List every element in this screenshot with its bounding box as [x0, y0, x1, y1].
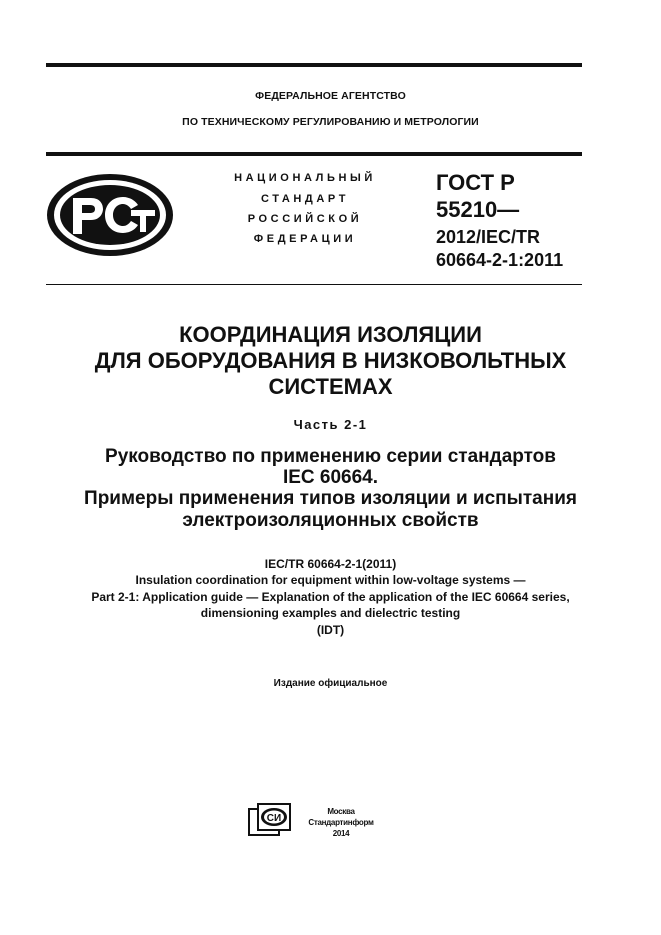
subtitle-line-3: Примеры применения типов изоляции и испытания [84, 488, 577, 509]
publisher-year: 2014 [332, 829, 350, 838]
part-label: Часть 2-1 [293, 417, 368, 432]
header-rule [46, 152, 582, 156]
national-line-3: РОССИЙСКОЙ [247, 213, 363, 225]
national-line-1: НАЦИОНАЛЬНЫЙ [234, 172, 376, 184]
gost-code-line-3: 2012/IEC/TR [436, 227, 541, 247]
publisher-name: Стандартинформ [308, 818, 374, 827]
rst-certification-mark-icon [45, 172, 175, 258]
publisher-city: Москва [327, 807, 355, 816]
standartinform-logo-icon [248, 803, 292, 837]
block-rule [46, 284, 582, 285]
gost-code-line-1: ГОСТ Р [436, 170, 515, 195]
english-line-2: Insulation coordination for equipment within low-voltage systems — [135, 573, 526, 587]
svg-text:СИ: СИ [266, 813, 282, 824]
english-line-4: dimensioning examples and dielectric testing [200, 606, 461, 620]
gost-code-line-2: 55210— [436, 197, 520, 222]
title-line-2: ДЛЯ ОБОРУДОВАНИЯ В НИЗКОВОЛЬТНЫХ [94, 348, 567, 373]
english-line-1: IEC/TR 60664-2-1(2011) [264, 557, 397, 571]
english-line-3: Part 2-1: Application guide — Explanation of the application of the IEC 60664 series, [91, 590, 570, 604]
national-line-4: ФЕДЕРАЦИИ [253, 233, 357, 245]
subtitle-line-1: Руководство по применению серии стандартов [105, 446, 556, 467]
title-line-3: СИСТЕМАХ [268, 374, 393, 399]
top-rule [46, 63, 582, 67]
subtitle-line-2: IEC 60664. [282, 467, 379, 488]
gost-code-line-4: 60664-2-1:2011 [436, 250, 564, 270]
subtitle-line-4: электроизоляционных свойств [182, 510, 479, 531]
national-line-2: СТАНДАРТ [260, 193, 350, 205]
title-line-1: КООРДИНАЦИЯ ИЗОЛЯЦИИ [179, 322, 482, 347]
english-line-5: (IDT) [316, 623, 345, 637]
agency-line-2: ПО ТЕХНИЧЕСКОМУ РЕГУЛИРОВАНИЮ И МЕТРОЛОГИИ [182, 116, 479, 128]
agency-line-1: ФЕДЕРАЛЬНОЕ АГЕНТСТВО [255, 90, 406, 102]
official-edition: Издание официальное [273, 678, 388, 689]
